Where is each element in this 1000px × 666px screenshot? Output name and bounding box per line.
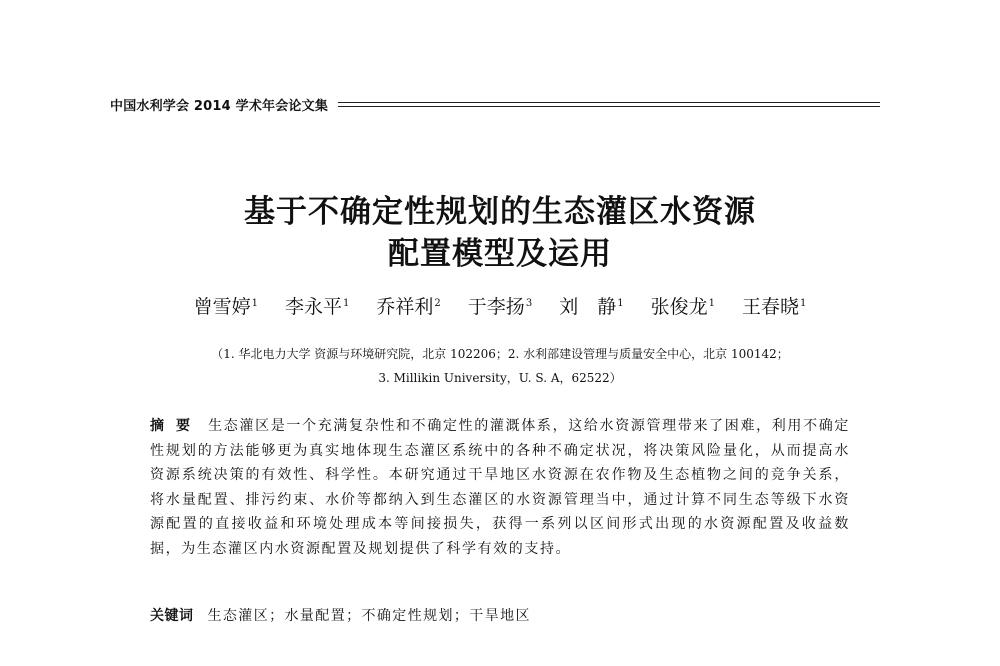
author-name: 李永平: [285, 296, 343, 318]
author-name: 刘 静: [559, 296, 617, 318]
author-affiliation-mark: 2: [434, 297, 441, 309]
author: [194, 292, 258, 319]
abstract-text: 生态灌区是一个充满复杂性和不确定性的灌溉体系，这给水资源管理带来了困难，利用不确定性规划的方法能够更为真实地体现生态灌区系统中的各种不确定状况，将决策风险量化，从而提高水资源系统决策的有效性、科学性。本研究通过干旱地区水资源在农作物及生态植物之间的竞争关系，将水量配置、排污约束、水价等都纳入到生态灌区的水资源管理当中，通过计算不同生态等级下水资源配置的直接收益和环境处理成本等间接损失，获得一系列以区间形式出现的水资源配置及收益数据，为生态灌区内水资源配置及规划提供了科学有效的支持。: [150, 418, 850, 557]
keywords: [150, 605, 850, 625]
author-name: 于李扬: [467, 296, 525, 318]
author: [376, 292, 440, 319]
running-header: [110, 93, 880, 115]
author-affiliation-mark: 1: [799, 297, 807, 309]
abstract: [150, 414, 850, 561]
affiliation-line-1: （1. 华北电力大学 资源与环境研究院，北京 102206；2. 水利部建设管理与质量安全中心，北京 100142；: [211, 347, 789, 361]
author-name: 王春晓: [741, 296, 799, 318]
keywords-text: 生态灌区；水量配置；不确定性规划；干旱地区: [207, 608, 531, 624]
author-list: [0, 292, 1000, 319]
author: [559, 292, 623, 319]
author: [651, 292, 715, 319]
author-affiliation-mark: 1: [617, 297, 624, 309]
affiliation-line-2: 3. Millikin University，U. S. A，62522）: [378, 371, 622, 385]
author: [285, 292, 349, 319]
paper-title-line-1: 基于不确定性规划的生态灌区水资源: [244, 194, 756, 230]
author-affiliation-mark: 1: [251, 297, 259, 309]
author: [742, 292, 806, 319]
paper-title-line-2: 配置模型及运用: [388, 236, 612, 272]
keywords-label: 关键词: [150, 608, 194, 624]
journal-name: 中国水利学会 2014 学术年会论文集: [110, 98, 329, 114]
author-name: 曾雪婷: [193, 296, 251, 318]
abstract-label: 摘要: [150, 418, 203, 434]
author-name: 乔祥利: [376, 296, 434, 318]
author-affiliation-mark: 3: [525, 297, 533, 309]
author-affiliation-mark: 1: [343, 297, 350, 309]
author: [468, 292, 532, 319]
author-name: 张俊龙: [650, 296, 708, 318]
author-affiliation-mark: 1: [708, 297, 715, 309]
header-rule: [338, 102, 880, 107]
